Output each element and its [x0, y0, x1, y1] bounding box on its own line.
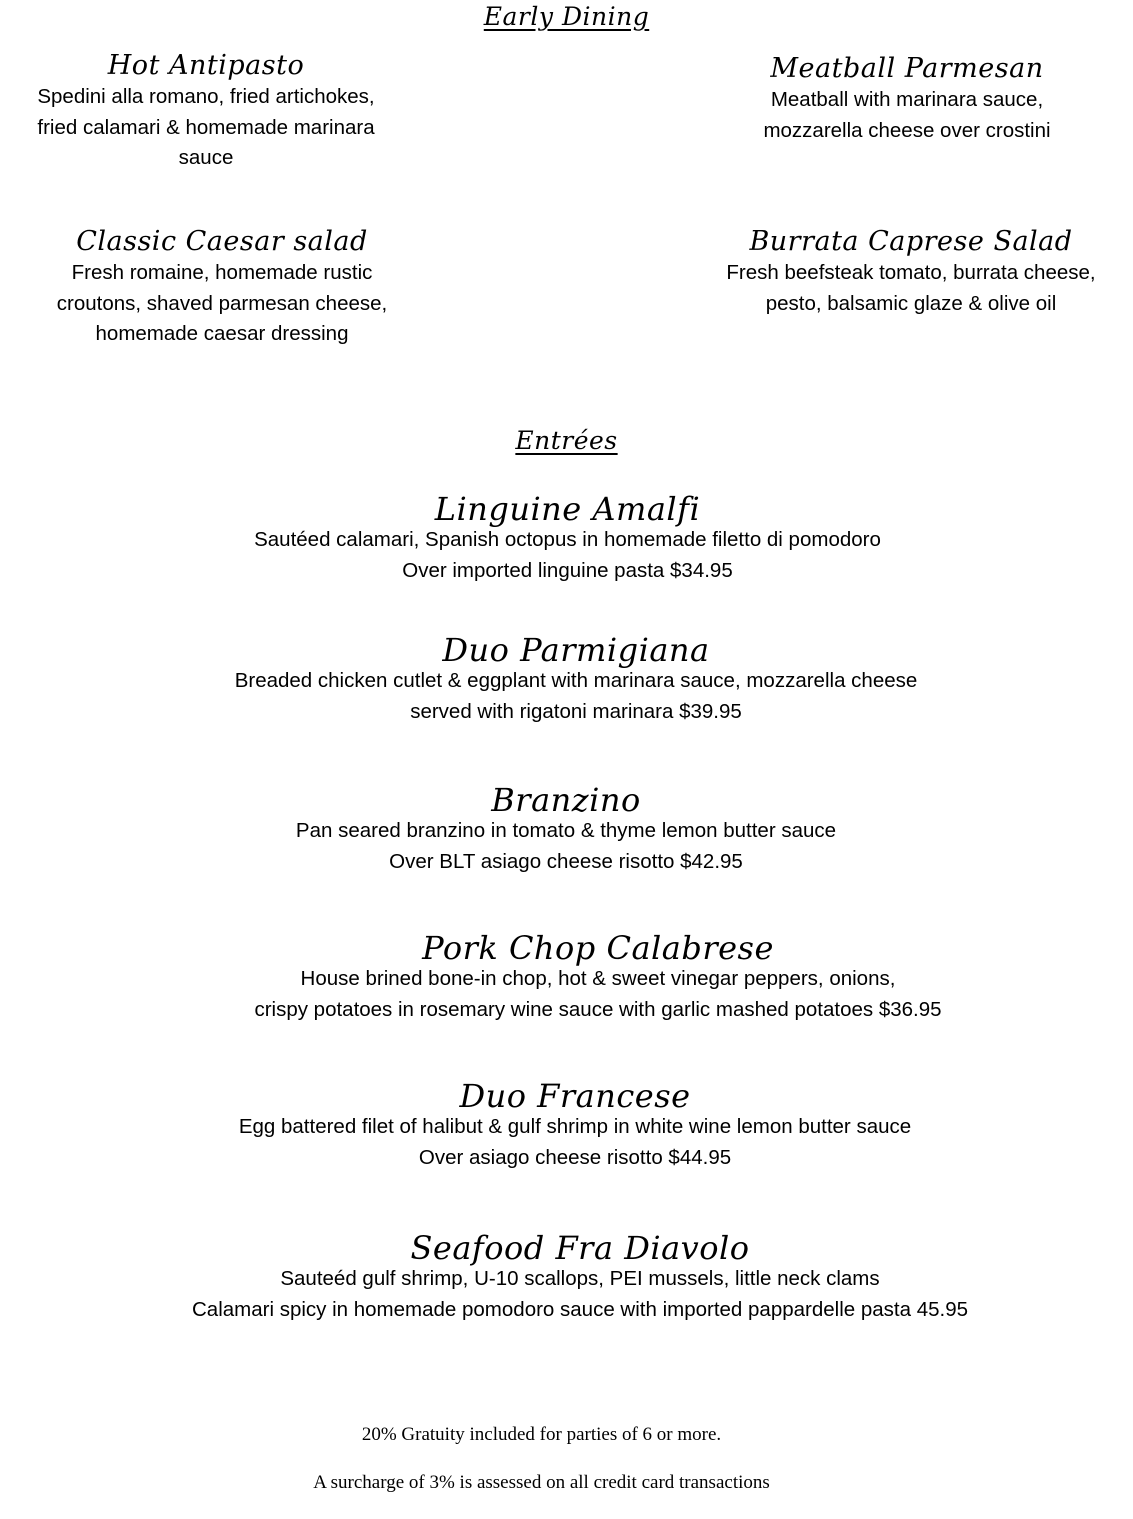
dish-description: Sauteéd gulf shrimp, U-10 scallops, PEI mussels, little neck clams Calamari spicy in homemade pomodoro sauce with imported pappardelle pasta 45.95 [191, 1267, 969, 1321]
menu-item-branzino [0, 781, 1132, 877]
early-dining-title: Early Dining [483, 2, 650, 31]
menu-item-burrata-caprese-salad [688, 226, 1133, 319]
dish-name: Duo Francese [459, 1077, 691, 1115]
gratuity-note: 20% Gratuity included for parties of 6 or more. [361, 1424, 722, 1445]
dish-name: Branzino [491, 781, 641, 819]
dish-name: Duo Parmigiana [442, 631, 710, 669]
dish-description: House brined bone-in chop, hot & sweet vinegar peppers, onions, crispy potatoes in rosemary wine sauce with garlic mashed potatoes $36.95 [254, 967, 942, 1021]
entrees-title: Entrées [515, 426, 618, 455]
dish-description: Fresh romaine, homemade rustic croutons, shaved parmesan cheese, homemade caesar dressing [56, 261, 388, 345]
dish-name: Pork Chop Calabrese [422, 929, 774, 967]
dish-description: Spedini alla romano, fried artichokes, fried calamari & homemade marinara sauce [37, 85, 375, 169]
dish-description: Pan seared branzino in tomato & thyme lemon butter sauce Over BLT asiago cheese risotto $42.95 [295, 819, 837, 873]
menu-item-duo-francese [0, 1077, 1133, 1173]
dish-name: Classic Caesar salad [76, 226, 368, 257]
dish-description: Fresh beefsteak tomato, burrata cheese, pesto, balsamic glaze & olive oil [726, 261, 1096, 315]
menu-item-linguine-amalfi [0, 490, 1133, 586]
dish-name: Burrata Caprese Salad [749, 226, 1073, 257]
dish-name: Meatball Parmesan [770, 53, 1044, 84]
menu-item-seafood-fra-diavolo [0, 1229, 1133, 1325]
dish-name: Seafood Fra Diavolo [410, 1229, 750, 1267]
menu-item-duo-parmigiana [0, 631, 1133, 727]
dish-description: Breaded chicken cutlet & eggplant with marinara sauce, mozzarella cheese served with rigatoni marinara $39.95 [234, 669, 918, 723]
footer-notes [0, 1399, 1083, 1519]
menu-item-meatball-parmesan [700, 53, 1114, 146]
dish-description: Sautéed calamari, Spanish octopus in homemade filetto di pomodoro Over imported linguine pasta $34.95 [254, 528, 881, 582]
dish-description: Egg battered filet of halibut & gulf shrimp in white wine lemon butter sauce Over asiago cheese risotto $44.95 [238, 1115, 912, 1169]
menu-item-pork-chop-calabrese [0, 929, 1133, 1025]
menu-item-classic-caesar-salad [0, 226, 444, 350]
dish-name: Linguine Amalfi [434, 490, 701, 528]
menu-item-hot-antipasto [0, 50, 412, 174]
dish-name: Hot Antipasto [107, 50, 305, 81]
dish-description: Meatball with marinara sauce, mozzarella cheese over crostini [763, 88, 1051, 142]
surcharge-note: A surcharge of 3% is assessed on all credit card transactions [313, 1472, 770, 1493]
